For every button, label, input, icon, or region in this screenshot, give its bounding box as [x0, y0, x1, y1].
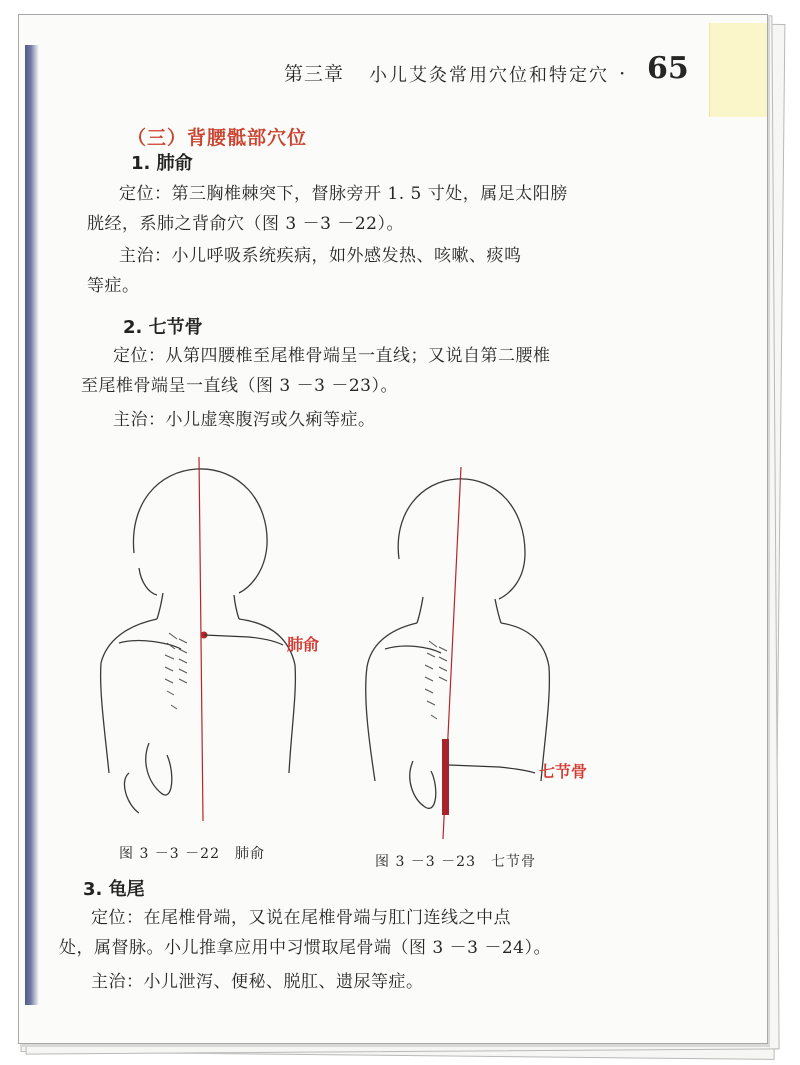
text-line: 等症。	[87, 276, 140, 296]
qijiegu-line-marker	[442, 739, 449, 815]
text-line: 主治：小儿虚寒腹泻或久痢等症。	[113, 410, 376, 430]
header-title: 小儿艾灸常用穴位和特定穴	[369, 65, 609, 86]
paragraph-guiwei-location	[59, 903, 659, 963]
header-chapter: 第三章	[284, 63, 345, 85]
feishu-leader-line	[204, 635, 283, 645]
text-line: 至尾椎骨端呈一直线（图 3 －3 －23）。	[81, 376, 398, 396]
text-line: 定位：从第四腰椎至尾椎骨端呈一直线；又说自第二腰椎	[113, 346, 551, 366]
item-heading-guiwei: 3. 龟尾	[83, 879, 145, 900]
figure-caption-22: 图 3 －3 －22 肺俞	[119, 846, 265, 862]
paragraph-feishu-indication	[87, 241, 657, 301]
figure-caption-23: 图 3 －3 －23 七节骨	[375, 854, 536, 870]
header-dot: ·	[619, 61, 626, 85]
book-page	[18, 14, 768, 1044]
page-number: 65	[647, 51, 689, 86]
text-line: 主治：小儿呼吸系统疾病，如外感发热、咳嗽、痰鸣	[119, 246, 522, 266]
text-line: 处，属督脉。小儿推拿应用中习惯取尾骨端（图 3 －3 －24）。	[59, 938, 551, 958]
page-edge	[25, 45, 39, 1005]
item-heading-qijiegu: 2. 七节骨	[123, 317, 203, 338]
text-line: 胱经，系肺之背俞穴（图 3 －3 －22）。	[87, 214, 404, 234]
paragraph-guiwei-indication	[59, 967, 659, 997]
item-heading-feishu: 1. 肺俞	[131, 153, 193, 174]
figure-qijiegu	[349, 461, 639, 841]
section-title: （三）背腰骶部穴位	[127, 127, 308, 149]
sticky-note	[709, 23, 768, 117]
qijiegu-leader-line	[449, 765, 535, 773]
figure-label-feishu: 肺俞	[287, 635, 320, 654]
head-outline	[398, 479, 525, 599]
right-body-outline	[501, 623, 549, 781]
paragraph-qijiegu-location	[81, 341, 651, 401]
text-line: 定位：第三胸椎棘突下，督脉旁开 1. 5 寸处，属足太阳膀	[119, 184, 568, 204]
figure-feishu	[79, 443, 339, 823]
text-line: 主治：小儿泄泻、便秘、脱肛、遗尿等症。	[91, 972, 424, 992]
left-body-outline	[101, 619, 157, 773]
text-line: 定位：在尾椎骨端，又说在尾椎骨端与肛门连线之中点	[91, 908, 511, 928]
paragraph-feishu-location	[87, 179, 657, 239]
posterior-midline	[199, 457, 203, 821]
figure-label-qijiegu: 七节骨	[539, 762, 588, 781]
paragraph-qijiegu-indication	[81, 405, 651, 435]
